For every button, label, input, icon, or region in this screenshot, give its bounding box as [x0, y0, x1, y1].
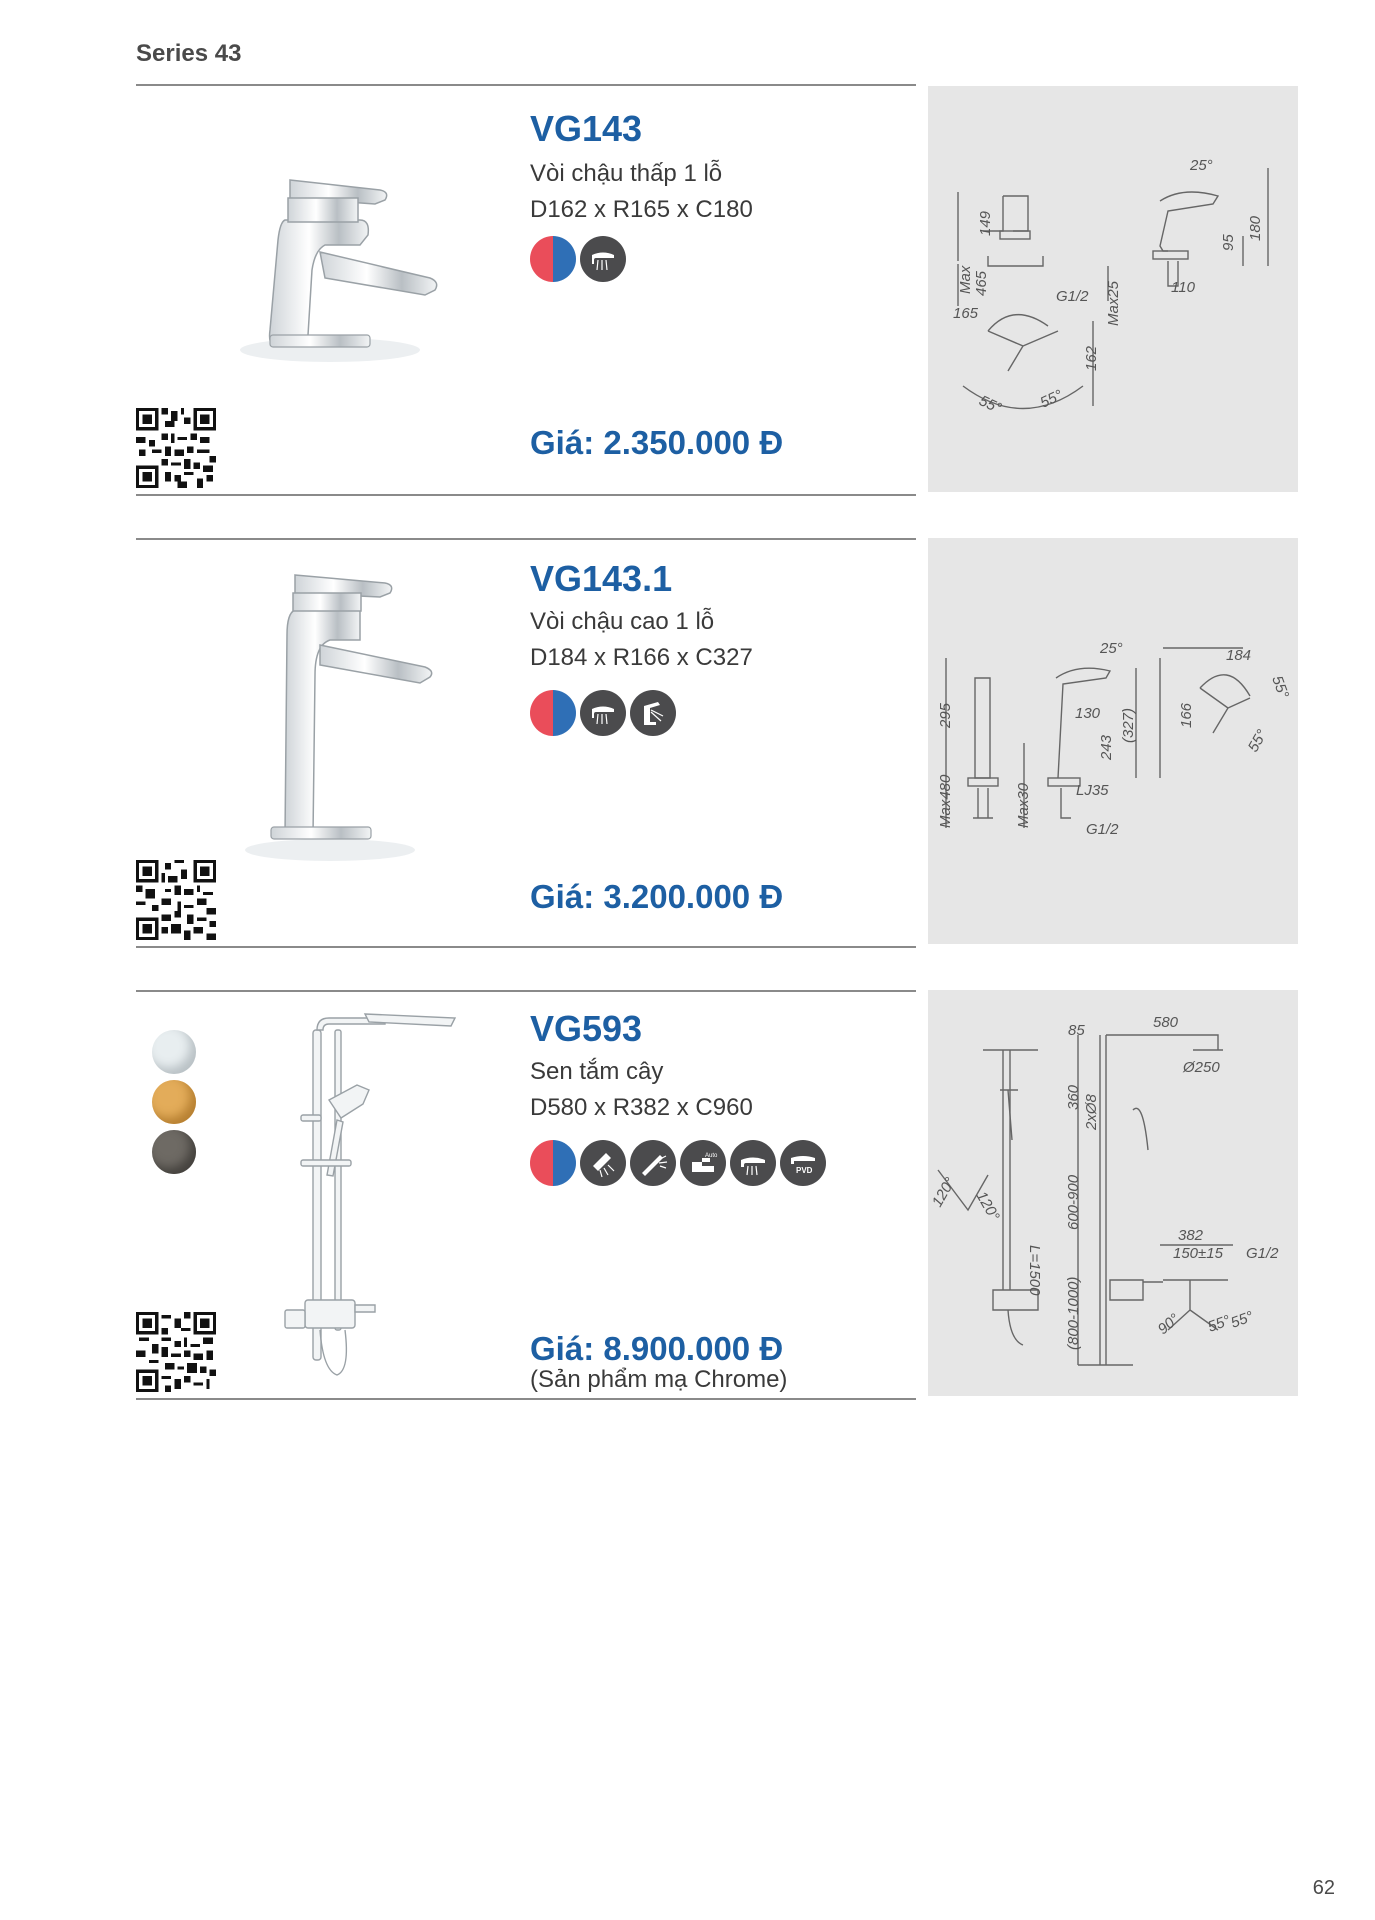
drawing-label: 180 [1247, 215, 1264, 241]
qr-code [136, 860, 216, 940]
divider-top-3 [136, 990, 916, 992]
product-photo-vg593 [265, 1000, 465, 1400]
qr-code [136, 408, 216, 488]
drawing-label: 162 [1083, 345, 1100, 371]
drawing-label: Max [957, 265, 974, 294]
hot-cold-icon [530, 690, 576, 736]
drawing-label: 382 [1178, 1227, 1204, 1244]
product-note: (Sản phẩm mạ Chrome) [530, 1366, 788, 1393]
drawing-label: 55° [1268, 673, 1292, 701]
faucet-spout-icon [580, 690, 626, 736]
hot-cold-icon [530, 236, 576, 282]
drawing-label: 184 [1226, 647, 1252, 664]
drawing-label: Ø250 [1183, 1059, 1220, 1076]
hot-cold-icon [530, 1140, 576, 1186]
drawing-label: (800-1000) [1065, 1276, 1082, 1350]
product-price: Giá: 2.350.000 Đ [530, 424, 784, 461]
drawing-label: 55° [1205, 1312, 1233, 1336]
finish-swatch-chrome [152, 1030, 196, 1074]
product-dimensions: D162 x R165 x C180 [530, 196, 753, 223]
drawing-label: (327) [1120, 707, 1137, 743]
drawing-label: 120° [928, 1174, 959, 1210]
pvd-icon [780, 1140, 826, 1186]
drawing-label: 295 [937, 702, 954, 728]
divider-bottom-2 [136, 946, 916, 948]
product-code: VG593 [530, 1008, 643, 1049]
product-photo-vg143-1 [235, 565, 445, 865]
drawing-label: 85 [1068, 1022, 1085, 1039]
auto-faucet-icon [680, 1140, 726, 1186]
drawing-label: G1/2 [1086, 821, 1119, 838]
drawing-label: 165 [953, 305, 979, 322]
product-name: Vòi chậu thấp 1 lỗ [530, 160, 723, 187]
drawing-label: 55° [1244, 726, 1271, 755]
drawing-label: 465 [973, 270, 990, 296]
technical-drawing-vg593 [928, 990, 1298, 1396]
finish-swatch-gunmetal [152, 1130, 196, 1174]
product-dimensions: D580 x R382 x C960 [530, 1094, 753, 1121]
auto-label: Auto [705, 1153, 718, 1159]
drawing-label: Max30 [1015, 782, 1032, 828]
drawing-label: 25° [1190, 157, 1213, 174]
drawing-label: 243 [1098, 734, 1115, 760]
hand-shower-icon [630, 1140, 676, 1186]
tall-faucet-icon [630, 690, 676, 736]
feature-icons [530, 236, 626, 282]
drawing-label: Max480 [937, 774, 954, 828]
product-price: Giá: 3.200.000 Đ [530, 878, 784, 915]
drawing-label: 149 [977, 210, 994, 236]
drawing-label: L=1500 [1026, 1245, 1043, 1296]
divider-bottom-3 [136, 1398, 916, 1400]
drawing-label: 130 [1075, 705, 1101, 722]
product-dimensions: D184 x R166 x C327 [530, 644, 753, 671]
drawing-label: 120° [972, 1188, 1003, 1224]
product-price: Giá: 8.900.000 Đ [530, 1330, 784, 1367]
drawing-label: G1/2 [1246, 1245, 1279, 1262]
page-number: 62 [1312, 1877, 1335, 1899]
rain-shower-icon [730, 1140, 776, 1186]
drawing-label: 95 [1220, 234, 1237, 251]
product-code: VG143 [530, 108, 643, 149]
divider-bottom-1 [136, 494, 916, 496]
drawing-label: 55° [1037, 386, 1066, 412]
pvd-label: PVD [796, 1166, 813, 1175]
shower-head-icon [580, 1140, 626, 1186]
drawing-label: 166 [1178, 702, 1195, 728]
drawing-label: G1/2 [1056, 288, 1089, 305]
product-name: Vòi chậu cao 1 lỗ [530, 608, 715, 635]
series-title: Series 43 [136, 40, 242, 67]
drawing-label: 360 [1065, 1084, 1082, 1110]
finish-swatch-gold [152, 1080, 196, 1124]
drawing-label: 90° [1154, 1310, 1183, 1339]
qr-code [136, 1312, 216, 1392]
drawing-label: 600-900 [1065, 1174, 1082, 1230]
drawing-label: 2xØ8 [1083, 1094, 1100, 1130]
drawing-label: 110 [1171, 279, 1195, 296]
drawing-label: 25° [1100, 640, 1123, 657]
product-name: Sen tắm cây [530, 1058, 664, 1085]
drawing-label: 580 [1153, 1014, 1179, 1031]
divider-top-1 [136, 84, 916, 86]
divider-top-2 [136, 538, 916, 540]
technical-drawing-vg143-1 [928, 538, 1298, 944]
feature-icons [530, 690, 676, 736]
drawing-label: Max25 [1105, 280, 1122, 326]
faucet-spout-icon [580, 236, 626, 282]
drawing-label: 55° [1228, 1308, 1256, 1332]
drawing-label: LJ35 [1076, 782, 1109, 799]
drawing-label: 150±15 [1173, 1245, 1223, 1262]
product-code: VG143.1 [530, 558, 673, 599]
product-photo-vg143 [230, 160, 450, 370]
drawing-label: 55° [976, 392, 1005, 418]
feature-icons [530, 1140, 826, 1186]
technical-drawing-vg143 [928, 86, 1298, 492]
